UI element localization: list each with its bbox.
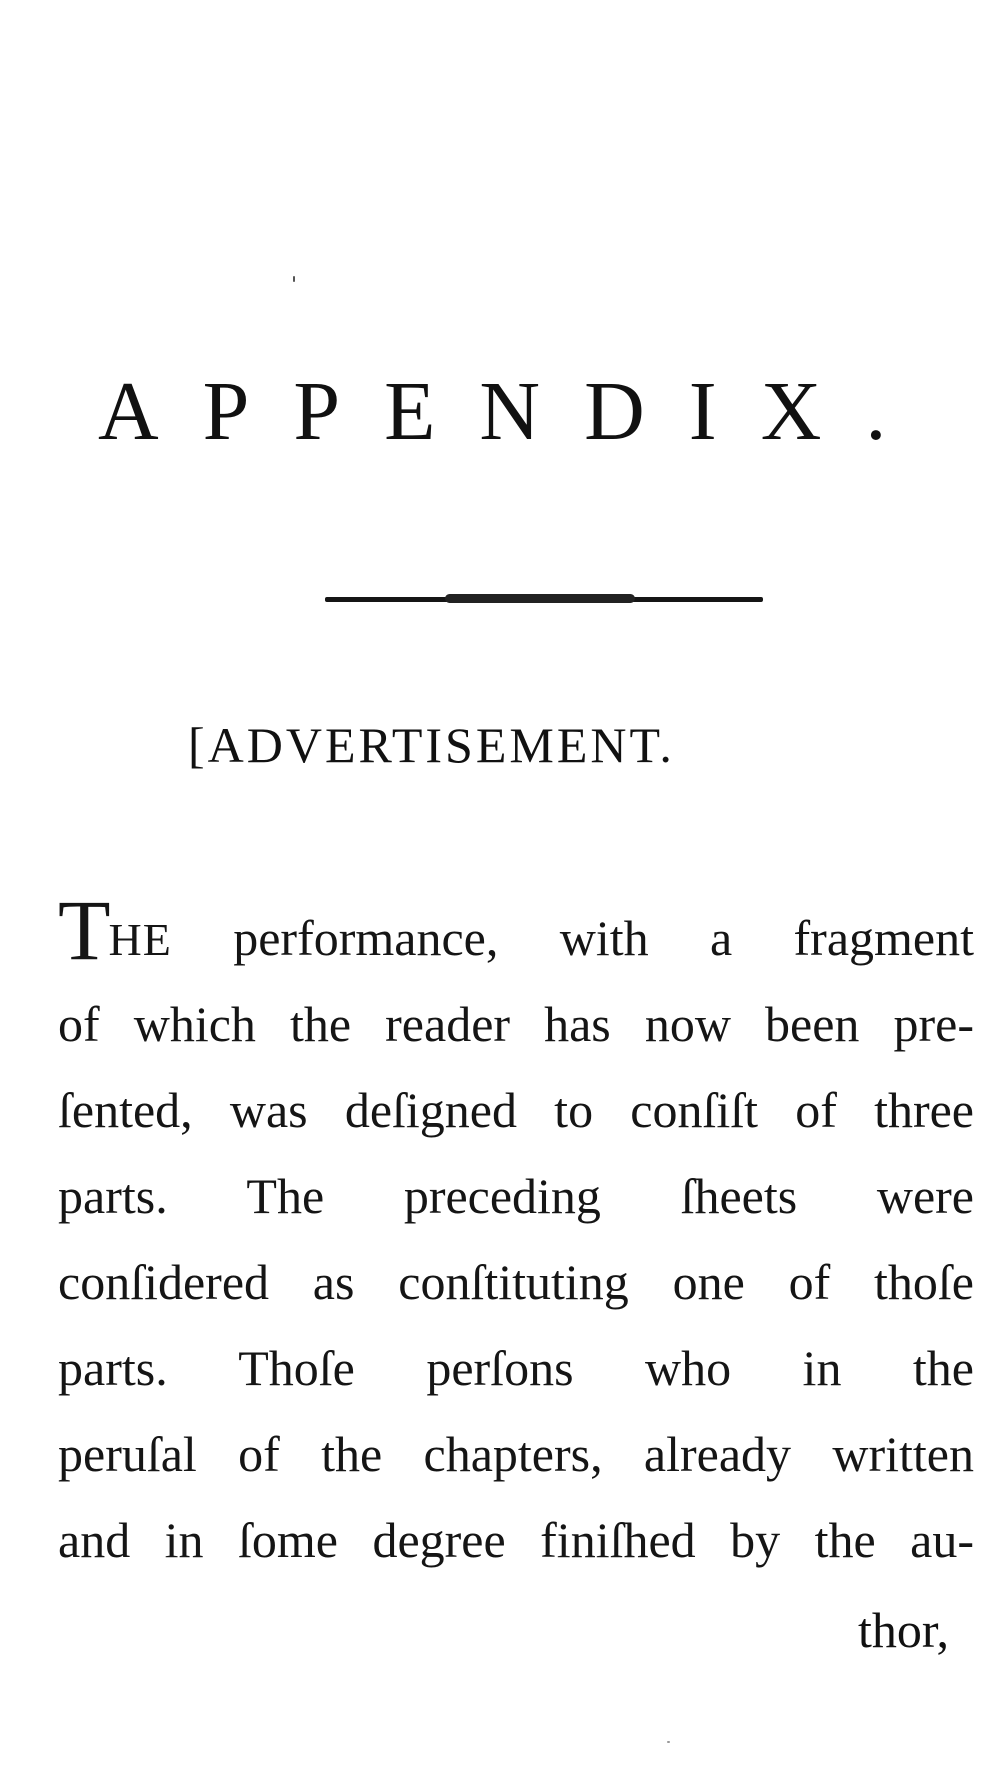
catchword: thor,: [858, 1602, 950, 1658]
drop-cap: T: [58, 882, 111, 978]
paragraph-line: [58, 882, 974, 981]
ink-speck: [667, 1741, 670, 1743]
section-subheading: [ADVERTISEMENT.: [188, 717, 675, 773]
paragraph-line: ſented, was deſigned to conſiſt of three: [58, 1082, 974, 1138]
decorative-rule-swell: [445, 594, 635, 603]
body-paragraph: [58, 882, 974, 1583]
page-heading: APPENDIX.: [98, 365, 931, 458]
small-caps-word: HE: [108, 914, 172, 965]
paragraph-line: peruſal of the chapters, already written: [58, 1426, 974, 1482]
paragraph-line: conſidered as conſtituting one of thoſe: [58, 1254, 974, 1310]
first-line-text: performance, with a fragment: [171, 910, 974, 966]
paragraph-line: of which the reader has now been pre-: [58, 996, 974, 1052]
paragraph-line: and in ſome degree finiſhed by the au-: [58, 1512, 974, 1568]
paragraph-line: parts. Thoſe perſons who in the: [58, 1340, 974, 1396]
ink-speck: [293, 276, 295, 282]
paragraph-line: parts. The preceding ſheets were: [58, 1168, 974, 1224]
